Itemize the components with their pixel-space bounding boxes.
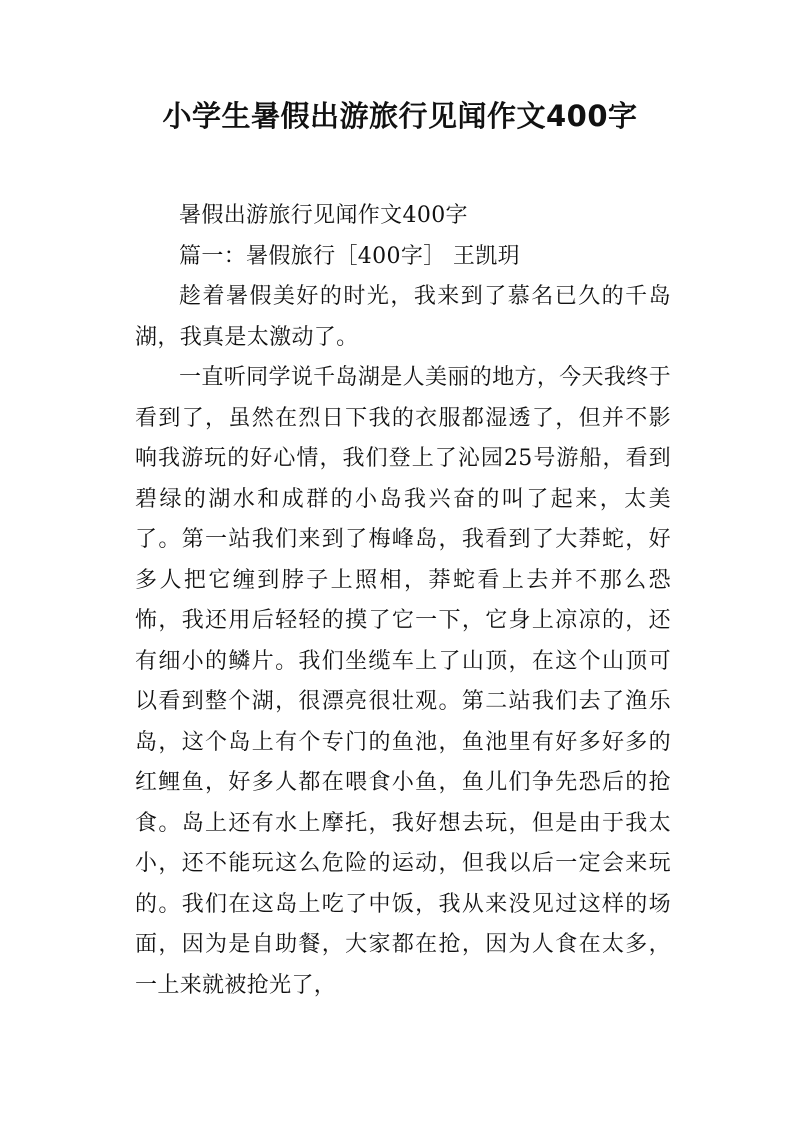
body-paragraph: 一直听同学说千岛湖是人美丽的地方，今天我终于看到了，虽然在烈日下我的衣服都湿透了，但并不影响我游玩的好心情，我们登上了沁园25号游船，看到碧绿的湖水和成群的小岛我兴奋的叫了起来，太美了。第一站我们来到了梅峰岛，我看到了大莽蛇，好多人把它缠到脖子上照相，莽蛇看上去并不那么恐怖，我还用后轻轻的摸了它一下，它身上凉凉的，还有细小的鳞片。我们坐缆车上了山顶，在这个山顶可以看到整个湖，很漂亮很壮观。第二站我们去了渔乐岛，这个岛上有个专门的鱼池，鱼池里有好多好多的红鲤鱼，好多人都在喂食小鱼，鱼儿们争先恐后的抢食。岛上还有水上摩托，我好想去玩，但是由于我太小，还不能玩这么危险的运动，但我以后一定会来玩的。我们在这岛上吃了中饭，我从来没见过这样的场面，因为是自助餐，大家都在抢，因为人食在太多，一上来就被抢光了， bbox=[135, 365, 671, 998]
document-title: 小学生暑假出游旅行见闻作文400字 bbox=[162, 99, 638, 133]
subtitle-paragraph: 暑假出游旅行见闻作文400字 bbox=[179, 203, 468, 228]
chapter-heading-paragraph: 篇一：暑假旅行［400字］ 王凯玥 bbox=[179, 243, 520, 269]
document-body bbox=[135, 196, 671, 1006]
body-paragraph: 趁着暑假美好的时光，我来到了慕名已久的千岛湖，我真是太激动了。 bbox=[135, 284, 671, 350]
